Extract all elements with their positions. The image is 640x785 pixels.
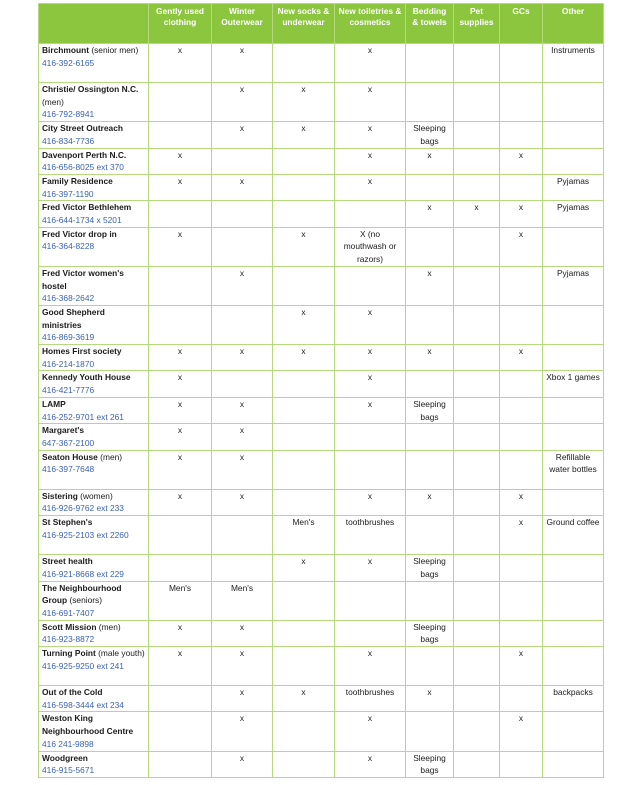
need-cell	[454, 555, 500, 581]
table-row	[39, 266, 604, 305]
need-cell	[454, 751, 500, 777]
need-cell: Sleeping bags	[406, 397, 454, 423]
need-cell	[543, 647, 604, 686]
table-row	[39, 174, 604, 200]
need-cell: x	[149, 397, 212, 423]
need-cell	[454, 83, 500, 122]
organization-cell	[39, 227, 149, 266]
need-cell	[500, 620, 543, 646]
need-cell	[543, 305, 604, 344]
need-cell	[454, 174, 500, 200]
organization-phone: 416-921-8668 ext 229	[42, 568, 124, 579]
organization-cell	[39, 44, 149, 83]
organization-phone: 416-392-6165	[42, 57, 95, 68]
organization-phone: 416-923-8872	[42, 634, 95, 645]
need-cell: x	[212, 266, 273, 305]
need-cell: x	[149, 647, 212, 686]
need-cell: toothbrushes	[335, 686, 406, 712]
need-cell: x	[500, 712, 543, 751]
need-cell	[454, 489, 500, 515]
need-cell	[406, 83, 454, 122]
need-cell: x	[212, 122, 273, 148]
need-cell	[543, 712, 604, 751]
need-cell: x	[500, 227, 543, 266]
organization-cell	[39, 555, 149, 581]
need-cell: x	[212, 450, 273, 489]
need-cell	[149, 201, 212, 227]
table-row	[39, 620, 604, 646]
organization-cell	[39, 712, 149, 751]
organization-phone: 416-834-7736	[42, 135, 95, 146]
need-cell: x	[335, 174, 406, 200]
table-row	[39, 83, 604, 122]
organization-phone: 416-926-9762 ext 233	[42, 503, 124, 514]
need-cell: x	[212, 174, 273, 200]
need-cell	[406, 371, 454, 397]
need-cell: x	[273, 686, 335, 712]
table-row	[39, 201, 604, 227]
need-cell: x	[273, 227, 335, 266]
organization-name: Margaret's	[42, 425, 85, 436]
need-cell	[543, 345, 604, 371]
need-cell	[335, 424, 406, 450]
organization-cell	[39, 450, 149, 489]
need-cell: x	[212, 44, 273, 83]
need-cell: x	[273, 345, 335, 371]
need-cell	[500, 686, 543, 712]
socks-column-header: New socks & underwear	[273, 4, 335, 44]
table-row	[39, 450, 604, 489]
organization-name: Woodgreen	[42, 752, 88, 763]
table-row	[39, 44, 604, 83]
need-cell	[500, 174, 543, 200]
organization-name: The Neighbourhood Group	[42, 582, 122, 606]
need-cell: x	[500, 345, 543, 371]
need-cell: x	[149, 489, 212, 515]
outerwear-column-header: Winter Outerwear	[212, 4, 273, 44]
need-cell	[454, 266, 500, 305]
organization-cell	[39, 174, 149, 200]
organization-cell	[39, 122, 149, 148]
need-cell: x	[212, 345, 273, 371]
need-cell	[149, 712, 212, 751]
need-cell	[335, 266, 406, 305]
need-cell: x	[149, 174, 212, 200]
need-cell: x	[335, 751, 406, 777]
need-cell	[543, 83, 604, 122]
need-cell	[406, 712, 454, 751]
table-row	[39, 148, 604, 174]
need-cell: x	[406, 148, 454, 174]
need-cell: Pyjamas	[543, 201, 604, 227]
organization-name: Weston King Neighbourhood Centre	[42, 713, 134, 737]
clothing-column-header: Gently used clothing	[149, 4, 212, 44]
organization-name: Christie/ Ossington N.C.	[42, 84, 139, 94]
need-cell	[454, 44, 500, 83]
organization-cell	[39, 647, 149, 686]
need-cell	[273, 424, 335, 450]
need-cell	[273, 581, 335, 620]
need-cell: x	[335, 345, 406, 371]
need-cell	[500, 371, 543, 397]
need-cell: Pyjamas	[543, 174, 604, 200]
need-cell: Refillable water bottles	[543, 450, 604, 489]
need-cell	[454, 122, 500, 148]
organization-phone: 416-925-9250 ext 241	[42, 660, 124, 671]
need-cell: Sleeping bags	[406, 122, 454, 148]
need-cell	[335, 201, 406, 227]
need-cell	[406, 174, 454, 200]
table-row	[39, 371, 604, 397]
organization-phone: 416-598-3444 ext 234	[42, 699, 124, 710]
organization-cell	[39, 305, 149, 344]
organization-name: Sistering	[42, 490, 78, 501]
need-cell: x	[212, 686, 273, 712]
need-cell	[500, 44, 543, 83]
need-cell	[454, 305, 500, 344]
need-cell	[543, 227, 604, 266]
organization-phone: 416-691-7407	[42, 607, 95, 618]
need-cell: x	[335, 397, 406, 423]
need-cell	[454, 227, 500, 266]
need-cell: x	[335, 122, 406, 148]
need-cell	[500, 397, 543, 423]
organization-note: (senior men)	[89, 45, 139, 55]
need-cell: Sleeping bags	[406, 555, 454, 581]
organization-name: Birchmount	[42, 45, 89, 55]
need-cell: Sleeping bags	[406, 751, 454, 777]
table-row	[39, 424, 604, 450]
need-cell	[335, 620, 406, 646]
need-cell	[454, 450, 500, 489]
organization-phone: 416-925-2103 ext 2260	[42, 529, 129, 540]
need-cell: x	[335, 647, 406, 686]
need-cell	[543, 555, 604, 581]
organization-phone: 416-364-8228	[42, 241, 95, 252]
need-cell	[406, 647, 454, 686]
need-cell: x	[149, 44, 212, 83]
need-cell	[273, 201, 335, 227]
organization-name: Davenport Perth N.C.	[42, 149, 127, 160]
need-cell	[273, 751, 335, 777]
need-cell	[454, 148, 500, 174]
need-cell: x	[149, 345, 212, 371]
need-cell: Men's	[273, 516, 335, 555]
need-cell: x	[335, 305, 406, 344]
need-cell	[543, 751, 604, 777]
need-cell	[500, 581, 543, 620]
organization-name: Turning Point	[42, 648, 96, 659]
need-cell	[273, 371, 335, 397]
need-cell	[212, 516, 273, 555]
need-cell	[454, 371, 500, 397]
organization-phone: 416-421-7776	[42, 385, 95, 396]
organization-name: Street health	[42, 556, 93, 567]
need-cell	[406, 227, 454, 266]
gcs-column-header: GCs	[500, 4, 543, 44]
organization-phone: 416-915-5671	[42, 765, 95, 776]
need-cell	[454, 712, 500, 751]
header-row	[39, 4, 604, 44]
table-row	[39, 751, 604, 777]
need-cell: x	[335, 712, 406, 751]
organization-name: Kennedy Youth House	[42, 372, 131, 383]
need-cell: x	[212, 489, 273, 515]
need-cell	[212, 227, 273, 266]
organization-name: Scott Mission	[42, 621, 97, 632]
table-body	[39, 44, 604, 778]
need-cell	[212, 148, 273, 174]
need-cell: x	[500, 489, 543, 515]
need-cell: x	[149, 227, 212, 266]
pet-column-header: Pet supplies	[454, 4, 500, 44]
need-cell: x	[273, 555, 335, 581]
need-cell: x	[149, 371, 212, 397]
need-cell	[500, 305, 543, 344]
organization-note: (women)	[77, 490, 113, 501]
organization-cell	[39, 516, 149, 555]
need-cell: x	[500, 148, 543, 174]
need-cell	[543, 581, 604, 620]
need-cell	[543, 397, 604, 423]
need-cell: x	[273, 122, 335, 148]
table-row	[39, 712, 604, 751]
need-cell: backpacks	[543, 686, 604, 712]
need-cell	[500, 424, 543, 450]
organization-name: Fred Victor women's hostel	[42, 267, 124, 291]
need-cell: x	[335, 371, 406, 397]
need-cell	[273, 712, 335, 751]
need-cell: x	[406, 489, 454, 515]
need-cell: x	[273, 83, 335, 122]
need-cell	[212, 555, 273, 581]
need-cell	[543, 148, 604, 174]
organization-cell	[39, 148, 149, 174]
org-column-header	[39, 4, 149, 44]
need-cell: x	[212, 647, 273, 686]
table-row	[39, 345, 604, 371]
need-cell: x	[406, 266, 454, 305]
need-cell	[406, 516, 454, 555]
need-cell	[149, 751, 212, 777]
need-cell: x	[212, 83, 273, 122]
organization-phone: 416-368-2642	[42, 293, 95, 304]
need-cell	[454, 581, 500, 620]
need-cell	[454, 620, 500, 646]
need-cell	[335, 450, 406, 489]
organization-name: Out of the Cold	[42, 687, 103, 698]
organization-cell	[39, 83, 149, 122]
need-cell: Pyjamas	[543, 266, 604, 305]
need-cell: x	[454, 201, 500, 227]
organization-note: (men)	[97, 451, 123, 462]
table-row	[39, 397, 604, 423]
need-cell	[149, 122, 212, 148]
organization-name: Seaton House	[42, 451, 98, 462]
organization-phone: 416-869-3619	[42, 332, 95, 343]
organization-phone: 416 241-9898	[42, 738, 94, 749]
need-cell	[543, 620, 604, 646]
need-cell: Xbox 1 games	[543, 371, 604, 397]
table-row	[39, 227, 604, 266]
need-cell	[454, 686, 500, 712]
need-cell	[500, 266, 543, 305]
need-cell	[212, 371, 273, 397]
need-cell	[212, 201, 273, 227]
need-cell: x	[406, 345, 454, 371]
table-row	[39, 122, 604, 148]
need-cell	[335, 581, 406, 620]
need-cell: x	[212, 712, 273, 751]
organization-cell	[39, 686, 149, 712]
organization-phone: 416-656-8025 ext 370	[42, 162, 124, 173]
table-row	[39, 305, 604, 344]
need-cell	[454, 345, 500, 371]
need-cell: x	[335, 83, 406, 122]
organization-name: Fred Victor Bethlehem	[42, 202, 132, 213]
need-cell	[273, 450, 335, 489]
organization-note: (men)	[96, 621, 121, 632]
need-cell	[273, 174, 335, 200]
need-cell: Men's	[212, 581, 273, 620]
table-header	[39, 4, 604, 44]
table-row	[39, 555, 604, 581]
organization-name: Good Shepherd ministries	[42, 306, 105, 330]
need-cell: Ground coffee	[543, 516, 604, 555]
need-cell: x	[212, 424, 273, 450]
organization-cell	[39, 751, 149, 777]
table-row	[39, 489, 604, 515]
need-cell: x	[335, 489, 406, 515]
need-cell	[543, 424, 604, 450]
need-cell	[149, 266, 212, 305]
organization-name: Fred Victor drop in	[42, 228, 117, 239]
other-column-header: Other	[543, 4, 604, 44]
organization-name: St Stephen's	[42, 517, 93, 528]
toiletries-column-header: New toiletries & cosmetics	[335, 4, 406, 44]
organization-cell	[39, 581, 149, 620]
table-row	[39, 647, 604, 686]
need-cell: x	[212, 397, 273, 423]
need-cell: x	[335, 44, 406, 83]
organization-cell	[39, 266, 149, 305]
organization-phone: 416-792-8941	[42, 109, 95, 120]
need-cell: x	[212, 620, 273, 646]
need-cell	[406, 450, 454, 489]
need-cell: x	[500, 647, 543, 686]
need-cell	[500, 555, 543, 581]
need-cell	[500, 751, 543, 777]
need-cell: Men's	[149, 581, 212, 620]
need-cell	[273, 647, 335, 686]
need-cell	[500, 83, 543, 122]
need-cell	[454, 516, 500, 555]
need-cell: Sleeping bags	[406, 620, 454, 646]
organization-name: City Street Outreach	[42, 123, 123, 134]
organization-phone: 416-252-9701 ext 261	[42, 411, 124, 422]
donation-needs-table	[38, 3, 604, 778]
bedding-column-header: Bedding & towels	[406, 4, 454, 44]
organization-cell	[39, 424, 149, 450]
organization-phone: 416-214-1870	[42, 358, 95, 369]
need-cell	[500, 450, 543, 489]
table-row	[39, 686, 604, 712]
organization-cell	[39, 489, 149, 515]
organization-name: LAMP	[42, 398, 66, 409]
need-cell	[454, 424, 500, 450]
organization-name: Homes First society	[42, 346, 122, 357]
need-cell	[454, 647, 500, 686]
need-cell	[149, 83, 212, 122]
need-cell	[273, 397, 335, 423]
need-cell: x	[500, 201, 543, 227]
need-cell: x	[149, 424, 212, 450]
need-cell	[500, 122, 543, 148]
table-row	[39, 516, 604, 555]
organization-note: (men)	[42, 96, 64, 107]
need-cell	[406, 305, 454, 344]
need-cell: x	[335, 555, 406, 581]
need-cell: x	[149, 148, 212, 174]
organization-phone: 416-397-7648	[42, 464, 95, 475]
need-cell	[149, 555, 212, 581]
need-cell	[543, 489, 604, 515]
need-cell: Instruments	[543, 44, 604, 83]
need-cell	[273, 44, 335, 83]
need-cell	[273, 489, 335, 515]
organization-cell	[39, 201, 149, 227]
organization-phone: 416-397-1190	[42, 188, 94, 199]
need-cell	[406, 44, 454, 83]
need-cell: X (no mouthwash or razors)	[335, 227, 406, 266]
organization-cell	[39, 620, 149, 646]
need-cell	[273, 148, 335, 174]
need-cell: x	[335, 148, 406, 174]
organization-cell	[39, 371, 149, 397]
need-cell	[212, 305, 273, 344]
need-cell: x	[406, 201, 454, 227]
need-cell	[149, 516, 212, 555]
need-cell	[543, 122, 604, 148]
need-cell: x	[212, 751, 273, 777]
need-cell: x	[406, 686, 454, 712]
need-cell	[273, 620, 335, 646]
need-cell	[149, 305, 212, 344]
need-cell: x	[149, 620, 212, 646]
organization-note: (male youth)	[95, 648, 145, 659]
need-cell: toothbrushes	[335, 516, 406, 555]
organization-cell	[39, 397, 149, 423]
need-cell	[149, 686, 212, 712]
need-cell: x	[149, 450, 212, 489]
table-row	[39, 581, 604, 620]
need-cell: x	[500, 516, 543, 555]
organization-phone: 416-644-1734 x 5201	[42, 215, 122, 226]
organization-cell	[39, 345, 149, 371]
organization-note: (seniors)	[67, 595, 103, 606]
organization-name: Family Residence	[42, 175, 113, 186]
need-cell	[454, 397, 500, 423]
need-cell: x	[273, 305, 335, 344]
organization-phone: 647-367-2100	[42, 437, 95, 448]
need-cell	[406, 424, 454, 450]
need-cell	[406, 581, 454, 620]
need-cell	[273, 266, 335, 305]
